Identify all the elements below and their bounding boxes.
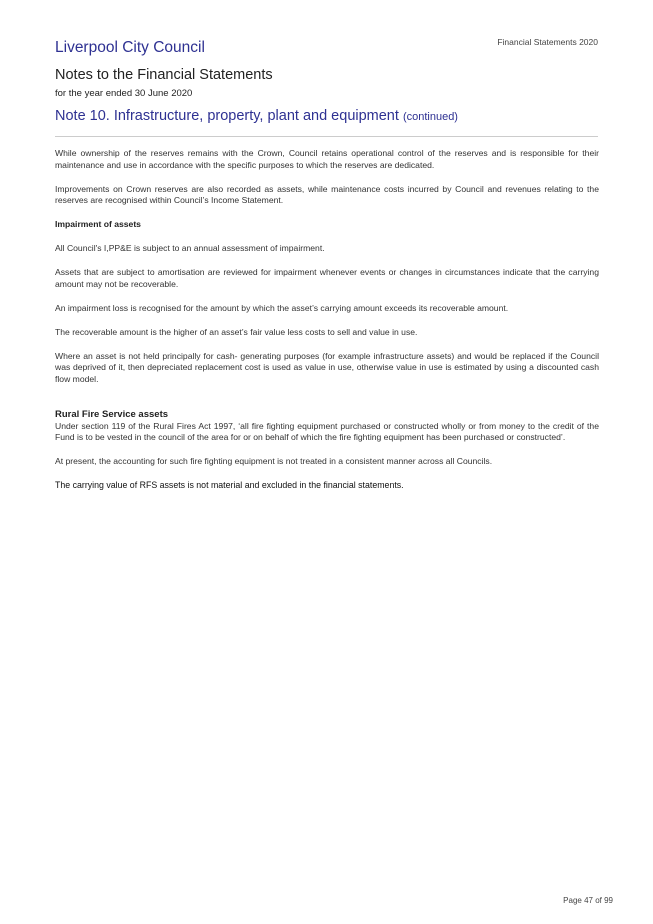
- paragraph: At present, the accounting for such fire fighting equipment is not treated in a consistent manner across all Councils.: [55, 456, 493, 466]
- note-body: [55, 148, 599, 504]
- paragraph: An impairment loss is recognised for the amount by which the asset’s carrying amount exceeds its recoverable amount.: [55, 302, 509, 313]
- note-heading: [55, 108, 458, 124]
- paragraph: The recoverable amount is the higher of an asset’s fair value less costs to sell and value in use.: [55, 326, 418, 337]
- note-title: Note 10. Infrastructure, property, plant and equipment: [55, 108, 399, 124]
- paragraph: Where an asset is not held principally for cash- generating purposes (for example infrastructure assets) and would be replaced if the Council was deprived of it, then depreciated replacement cost is used as value in use, otherwise value in use is estimated by using a discounted cash flow model.: [55, 350, 599, 384]
- organization-name: Liverpool City Council: [55, 39, 205, 56]
- note-continued: (continued): [402, 111, 458, 123]
- page-number: Page 47 of 99: [563, 896, 613, 905]
- paragraph: Assets that are subject to amortisation are reviewed for impairment whenever events or changes in circumstances indicate that the carrying amount may not be recoverable.: [55, 267, 599, 289]
- paragraph: Improvements on Crown reserves are also recorded as assets, while maintenance costs incurred by Council and revenues relating to the reserves are recognised within Council’s Income Statement.: [55, 183, 599, 205]
- paragraph: All Council's I,PP&E is subject to an annual assessment of impairment.: [55, 243, 325, 253]
- section-heading-impairment: Impairment of assets: [55, 219, 141, 229]
- divider: [55, 136, 598, 137]
- paragraph: The carrying value of RFS assets is not material and excluded in the financial statements.: [55, 480, 404, 490]
- reporting-period: for the year ended 30 June 2020: [55, 88, 193, 99]
- paragraph: Under section 119 of the Rural Fires Act 1997, ‘all fire fighting equipment purchased or constructed wholly or from money to the credit of the Fund is to be vested in the council of the area for or on behalf of which the fire fighting equipment has been purchased or constructed’.: [55, 420, 599, 442]
- notes-title: Notes to the Financial Statements: [55, 67, 273, 83]
- paragraph: While ownership of the reserves remains with the Crown, Council retains operational control of the reserves and is responsible for their maintenance and use in accordance with the specific purposes to which the reserves are dedicated.: [55, 148, 599, 170]
- report-title: Financial Statements 2020: [497, 37, 598, 47]
- section-heading-rfs: Rural Fire Service assets: [55, 409, 169, 420]
